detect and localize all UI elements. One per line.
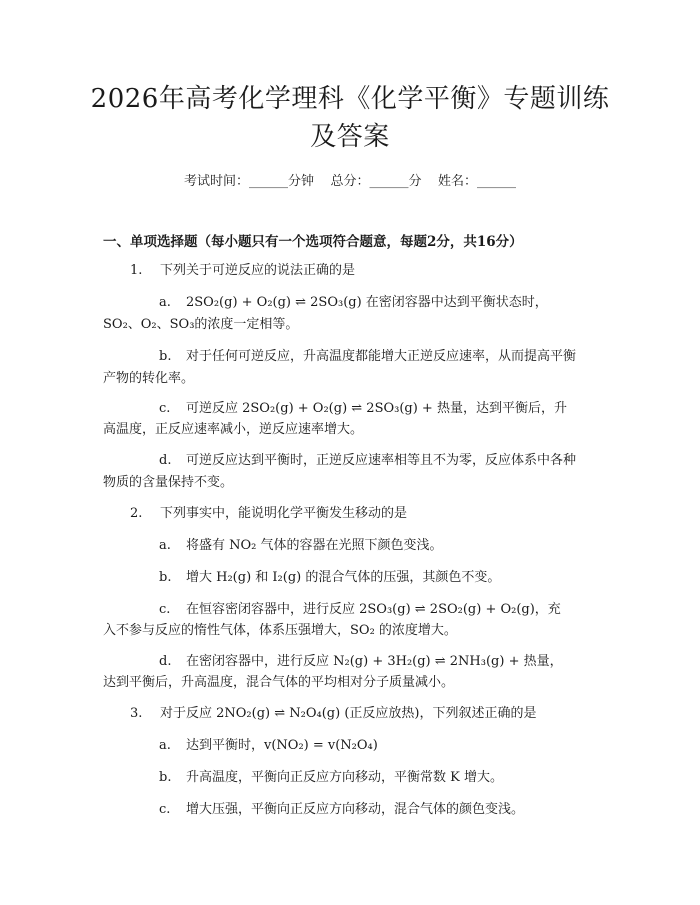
option-text: 对于任何可逆反应，升高温度都能增大正逆反应速率，从而提高平衡: [186, 349, 577, 364]
option-text: 可逆反应 2SO₂(g) + O₂(g) ⇌ 2SO₃(g) + 热量，达到平衡后，升: [186, 401, 567, 416]
question-2: [130, 505, 407, 522]
option-label: a.: [159, 295, 171, 310]
option-text: 升高温度，平衡向正反应方向移动，平衡常数 K 增大。: [186, 770, 503, 785]
option-label: a.: [159, 738, 171, 753]
option-label: c.: [159, 401, 171, 416]
option-text: 可逆反应达到平衡时，正逆反应速率相等且不为零，反应体系中各种: [186, 453, 577, 468]
option-text: 增大压强，平衡向正反应方向移动，混合气体的颜色变浅。: [186, 802, 525, 817]
question-1-option-c-continued: 高温度，正反应速率减小，逆反应速率增大。: [103, 422, 364, 437]
option-label: b.: [159, 349, 172, 364]
question-number: 1.: [130, 263, 143, 278]
question-2-option-c-continued: 入不参与反应的惰性气体，体系压强增大，SO₂ 的浓度增大。: [103, 623, 457, 638]
question-number: 2.: [130, 506, 143, 521]
option-text: 2SO₂(g) + O₂(g) ⇌ 2SO₃(g) 在密闭容器中达到平衡状态时，: [186, 295, 548, 310]
page-title: [90, 80, 610, 156]
question-1-option-d-continued: 物质的含量保持不变。: [103, 475, 234, 490]
option-label: b.: [159, 570, 172, 585]
title-line-1: 2026年高考化学理科《化学平衡》专题训练: [90, 84, 610, 114]
question-3: [130, 705, 536, 722]
question-2-option-c: [159, 601, 561, 618]
option-text: 增大 H₂(g) 和 I₂(g) 的混合气体的压强，其颜色不变。: [186, 570, 501, 585]
title-line-2: 及答案: [310, 122, 390, 152]
section-heading: 一、单项选择题（每小题只有一个选项符合题意，每题2分，共16分）: [103, 234, 523, 250]
question-1-option-b-continued: 产物的转化率。: [103, 371, 195, 386]
question-number: 3.: [130, 706, 143, 721]
question-3-option-b: [159, 769, 503, 786]
question-1-option-d: [159, 452, 576, 469]
question-2-option-b: [159, 569, 500, 586]
option-label: d.: [159, 654, 172, 669]
option-text: 在密闭容器中，进行反应 N₂(g) + 3H₂(g) ⇌ 2NH₃(g) + 热量，: [186, 654, 563, 669]
option-label: c.: [159, 602, 171, 617]
exam-meta-line: 考试时间：______分钟 总分：______分 姓名：______: [183, 174, 517, 189]
question-stem: 下列事实中，能说明化学平衡发生移动的是: [160, 506, 408, 521]
question-stem: 下列关于可逆反应的说法正确的是: [160, 263, 356, 278]
option-label: a.: [159, 538, 171, 553]
option-label: c.: [159, 802, 171, 817]
question-3-option-a: [159, 737, 378, 754]
question-2-option-d: [159, 653, 563, 670]
question-2-option-d-continued: 达到平衡后，升高温度，混合气体的平均相对分子质量减小。: [103, 675, 455, 690]
question-1: [130, 262, 355, 279]
option-label: b.: [159, 770, 172, 785]
question-1-option-a: [159, 294, 548, 311]
question-2-option-a: [159, 537, 443, 554]
option-text: 在恒容密闭容器中，进行反应 2SO₃(g) ⇌ 2SO₂(g) + O₂(g)，充: [186, 602, 561, 617]
question-3-option-c: [159, 801, 524, 818]
option-text: 将盛有 NO₂ 气体的容器在光照下颜色变浅。: [186, 538, 443, 553]
question-1-option-c: [159, 400, 567, 417]
question-1-option-b: [159, 348, 576, 365]
question-1-option-a-continued: SO₂、O₂、SO₃的浓度一定相等。: [103, 317, 299, 332]
option-label: d.: [159, 453, 172, 468]
option-text: 达到平衡时，v(NO₂) = v(N₂O₄): [186, 738, 378, 753]
question-stem: 对于反应 2NO₂(g) ⇌ N₂O₄(g) (正反应放热)，下列叙述正确的是: [160, 706, 537, 721]
